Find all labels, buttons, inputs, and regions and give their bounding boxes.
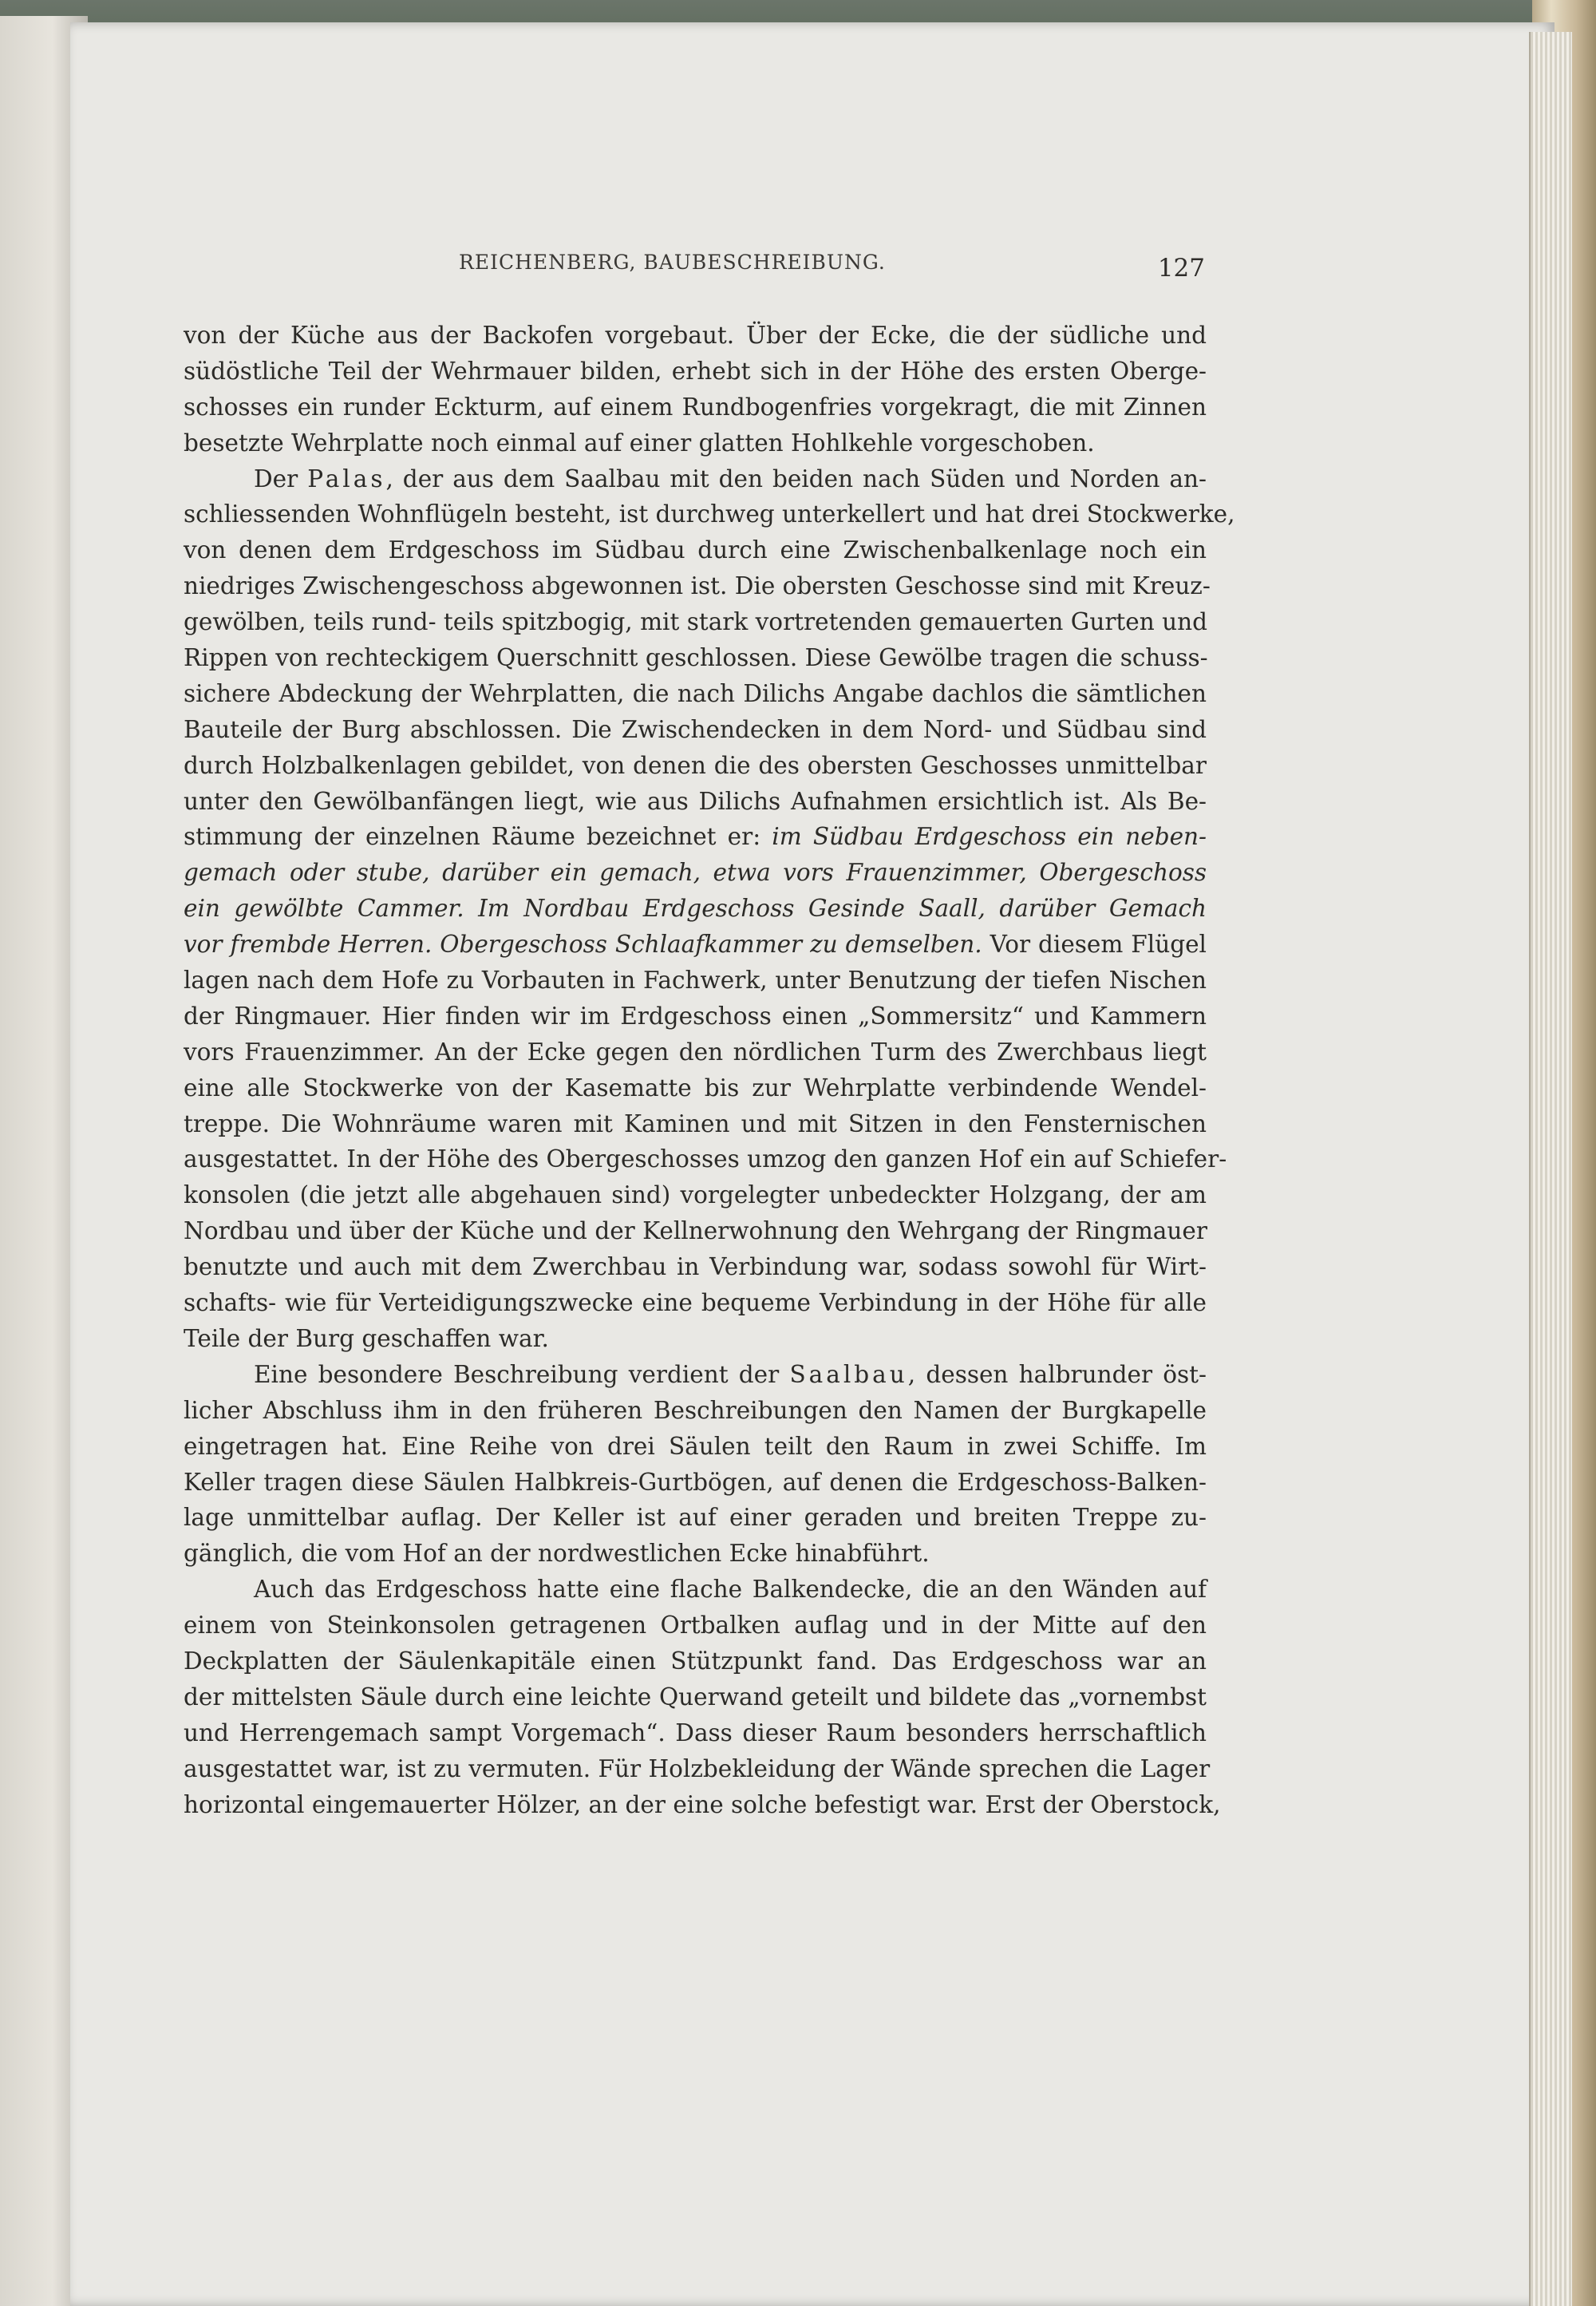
page-stack-edge [1529, 32, 1572, 2306]
text-line: einem von Steinkonsolen getragenen Ortbalken auflag und in der Mitte auf den [184, 1612, 1207, 1640]
text-line: und Herrengemach sampt Vorgemach“. Dass dieser Raum besonders herrschaftlich [184, 1719, 1207, 1746]
text-line: Bauteile der Burg abschlossen. Die Zwischendecken in dem Nord- und Südbau sind [184, 715, 1207, 743]
text-line: von der Küche aus der Backofen vorgebaut. Über der Ecke, die der südliche und [184, 322, 1207, 349]
text-line: lage unmittelbar auflag. Der Keller ist auf einer geraden und breiten Treppe zu- [184, 1504, 1207, 1532]
text-line: schliessenden Wohnflügeln besteht, ist durchweg unterkellert und hat drei Stockwerke, [184, 500, 1235, 528]
text-line: konsolen (die jetzt alle abgehauen sind) vorgelegter unbedeckter Holzgang, der am [184, 1181, 1207, 1209]
text-line: Eine besondere Beschreibung verdient der Saalbau, dessen halbrunder öst- [254, 1360, 1207, 1388]
text-line: vors Frauenzimmer. An der Ecke gegen den nördlichen Turm des Zwerchbaus liegt [184, 1038, 1207, 1066]
text-line: schosses ein runder Eckturm, auf einem Rundbogenfries vorgekragt, die mit Zinnen [184, 393, 1207, 421]
text-line: Keller tragen diese Säulen Halbkreis-Gurtbögen, auf denen die Erdgeschoss-Balken- [184, 1468, 1207, 1496]
text-line: eine alle Stockwerke von der Kasematte bis zur Wehrplatte verbindende Wendel- [184, 1074, 1207, 1102]
text-line: gemach oder stube, darüber ein gemach, etwa vors Frauenzimmer, Obergeschoss [184, 859, 1207, 887]
text-line: Auch das Erdgeschoss hatte eine flache Balkendecke, die an den Wänden auf [254, 1576, 1207, 1604]
text-line: besetzte Wehrplatte noch einmal auf einer glatten Hohlkehle vorgeschoben. [184, 429, 1095, 457]
text-line: Nordbau und über der Küche und der Kellnerwohnung den Wehrgang der Ringmauer [184, 1217, 1207, 1245]
running-head: REICHENBERG, BAUBESCHREIBUNG. [459, 251, 886, 274]
text-line: eingetragen hat. Eine Reihe von drei Säulen teilt den Raum in zwei Schiffe. Im [184, 1432, 1207, 1460]
body-text [184, 318, 1235, 1822]
text-line: stimmung der einzelnen Räume bezeichnet er: im Südbau Erdgeschoss ein neben- [184, 823, 1207, 851]
text-line: ein gewölbte Cammer. Im Nordbau Erdgeschoss Gesinde Saall, darüber Gemach [184, 895, 1207, 923]
text-line: Der Palas, der aus dem Saalbau mit den beiden nach Süden und Norden an- [254, 465, 1207, 492]
text-line: der mittelsten Säule durch eine leichte Querwand geteilt und bildete das „vornembst [184, 1683, 1207, 1711]
page-number: 127 [1157, 254, 1205, 283]
text-line: Rippen von rechteckigem Querschnitt geschlossen. Diese Gewölbe tragen die schuss- [184, 644, 1208, 672]
text-line: horizontal eingemauerter Hölzer, an der eine solche befestigt war. Erst der Oberstock, [184, 1790, 1221, 1818]
text-line: ausgestattet war, ist zu vermuten. Für Holzbekleidung der Wände sprechen die Lager [184, 1754, 1211, 1782]
text-line: gänglich, die vom Hof an der nordwestlichen Ecke hinabführt. [184, 1540, 930, 1568]
text-line: benutzte und auch mit dem Zwerchbau in Verbindung war, sodass sowohl für Wirt- [184, 1253, 1207, 1281]
quote-italic: im Südbau Erdgeschoss ein neben- [772, 823, 1207, 851]
text-line: licher Abschluss ihm in den früheren Beschreibungen den Namen der Burgkapelle [184, 1396, 1207, 1424]
quote-italic: vor frembde Herren. Obergeschoss Schlaafkammer zu demselben. [184, 931, 982, 959]
text-line: niedriges Zwischengeschoss abgewonnen ist. Die obersten Geschosse sind mit Kreuz- [184, 572, 1211, 600]
text-line: von denen dem Erdgeschoss im Südbau durch eine Zwischenbalkenlage noch ein [184, 536, 1207, 564]
term-saalbau: Saalbau [789, 1360, 908, 1388]
text-line: vor frembde Herren. Obergeschoss Schlaafkammer zu demselben. Vor diesem Flügel [184, 931, 1207, 959]
text-line: der Ringmauer. Hier finden wir im Erdgeschoss einen „Sommersitz“ und Kammern [184, 1002, 1207, 1030]
text-line: unter den Gewölbanfängen liegt, wie aus Dilichs Aufnahmen ersichtlich ist. Als Be- [184, 787, 1207, 815]
text-line: treppe. Die Wohnräume waren mit Kaminen und mit Sitzen in den Fensternischen [184, 1109, 1207, 1137]
text-line: durch Holzbalkenlagen gebildet, von denen die des obersten Geschosses unmittelbar [184, 751, 1207, 779]
text-line: Deckplatten der Säulenkapitäle einen Stützpunkt fand. Das Erdgeschoss war an [184, 1647, 1207, 1675]
text-line: schafts- wie für Verteidigungszwecke eine bequeme Verbindung in der Höhe für alle [184, 1289, 1207, 1317]
text-line: lagen nach dem Hofe zu Vorbauten in Fachwerk, unter Benutzung der tiefen Nischen [184, 967, 1207, 995]
text-line: Teile der Burg geschaffen war. [184, 1324, 549, 1352]
text-line: südöstliche Teil der Wehrmauer bilden, erhebt sich in der Höhe des ersten Oberge- [184, 357, 1207, 385]
text-line: gewölben, teils rund- teils spitzbogig, mit stark vortretenden gemauerten Gurten und [184, 608, 1208, 636]
text-line: ausgestattet. In der Höhe des Obergeschosses umzog den ganzen Hof ein auf Schiefer- [184, 1145, 1227, 1173]
term-palas: Palas [307, 465, 386, 492]
text-line: sichere Abdeckung der Wehrplatten, die nach Dilichs Angabe dachlos die sämtlichen [184, 679, 1207, 707]
